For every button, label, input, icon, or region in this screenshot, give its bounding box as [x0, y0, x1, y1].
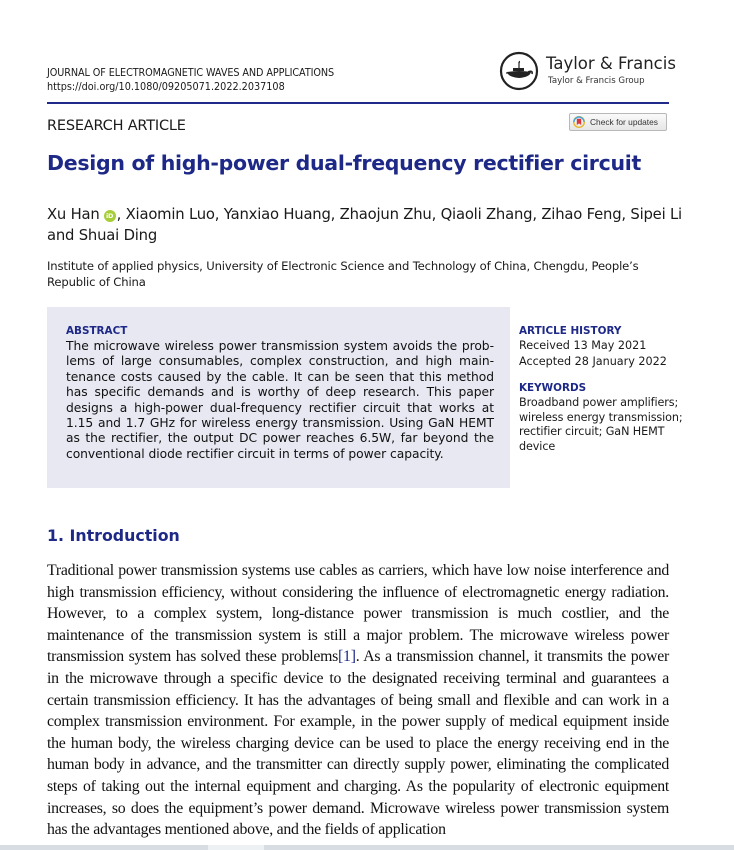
viewer-bottom-bar [0, 845, 734, 850]
intro-text-part-2: . As a transmission channel, it transmits the power in the microwave through a specific device to the designated receiving terminal and guarantees a certain transmission efficiency. It has the advantages of being small and flexible and can work in a complex transmission environment. For example, in the power supply of medical equipment inside the human body, the wireless charging device can be used to place the energy receiving end in the human body in advance, and the transmitter can directly supply power, eliminating the complicated steps of taking out the internal equipment and charging. As the popularity of electronic equipment increases, so does the equipment’s power demand. Microwave wireless power transmission system has the advantages mentioned above, and the fields of application [47, 648, 669, 839]
author-list [47, 204, 687, 246]
check-for-updates-label: Check for updates [590, 117, 658, 127]
abstract-text: The microwave wireless power transmission system avoids the problems of large consumables, complex construction, and high maintenance costs caused by the cable. It can be seen that this method has specific demands and is worthy of deep research. This paper designs a high-power dual-frequency rectifier circuit that works at 1.15 and 1.7 GHz for wireless energy transmission. Using GaN HEMT as the rectifier, the output DC power reaches 6.5W, far beyond the conventional diode rectifier circuit in terms of power capacity. [66, 339, 494, 461]
abstract-box [47, 307, 510, 488]
publisher-group: Taylor & Francis Group [548, 76, 645, 86]
journal-name: JOURNAL OF ELECTROMAGNETIC WAVES AND APPLICATIONS [47, 67, 335, 79]
affiliation: Institute of applied physics, University of Electronic Science and Technology of China, Chengdu, People’s Republic of China [47, 259, 639, 289]
orcid-icon[interactable]: iD [104, 210, 116, 222]
section-heading-introduction: 1. Introduction [47, 526, 180, 545]
header-divider [47, 102, 669, 104]
crossmark-icon [573, 116, 585, 128]
intro-text-part-1: Traditional power transmission systems use cables as carriers, which have low noise interference and high transmission efficiency, without considering the influence of electromagnetic energy radiation. However, to a complex system, long-distance power transmission is much costlier, and the maintenance of the transmission system is still a major problem. The microwave wireless power transmission system has solved these problems [47, 562, 669, 666]
check-for-updates-button[interactable] [569, 113, 667, 131]
author-others: , Xiaomin Luo, Yanxiao Huang, Zhaojun Zhu, Qiaoli Zhang, Zihao Feng, Sipei Li and Shuai Ding [47, 206, 682, 244]
keywords-heading: KEYWORDS [519, 382, 587, 394]
citation-link-1[interactable]: [1] [338, 648, 356, 666]
introduction-paragraph [47, 560, 669, 841]
author-first: Xu Han [47, 206, 100, 223]
article-type: RESEARCH ARTICLE [47, 118, 186, 134]
article-history-heading: ARTICLE HISTORY [519, 325, 622, 337]
received-date: Received 13 May 2021 [519, 339, 647, 352]
keywords-text: Broadband power amplifiers; wireless energy transmission; rectifier circuit; GaN HEMT device [519, 396, 683, 453]
accepted-date: Accepted 28 January 2022 [519, 355, 667, 368]
doi-link[interactable]: https://doi.org/10.1080/09205071.2022.2037108 [47, 81, 285, 93]
abstract-heading: ABSTRACT [66, 325, 128, 337]
publisher-name: Taylor & Francis [546, 54, 676, 73]
viewer-bottom-bar-segment [208, 845, 264, 850]
paper-title: Design of high-power dual-frequency rectifier circuit [47, 151, 641, 175]
taylor-francis-lamp-icon [499, 51, 539, 91]
